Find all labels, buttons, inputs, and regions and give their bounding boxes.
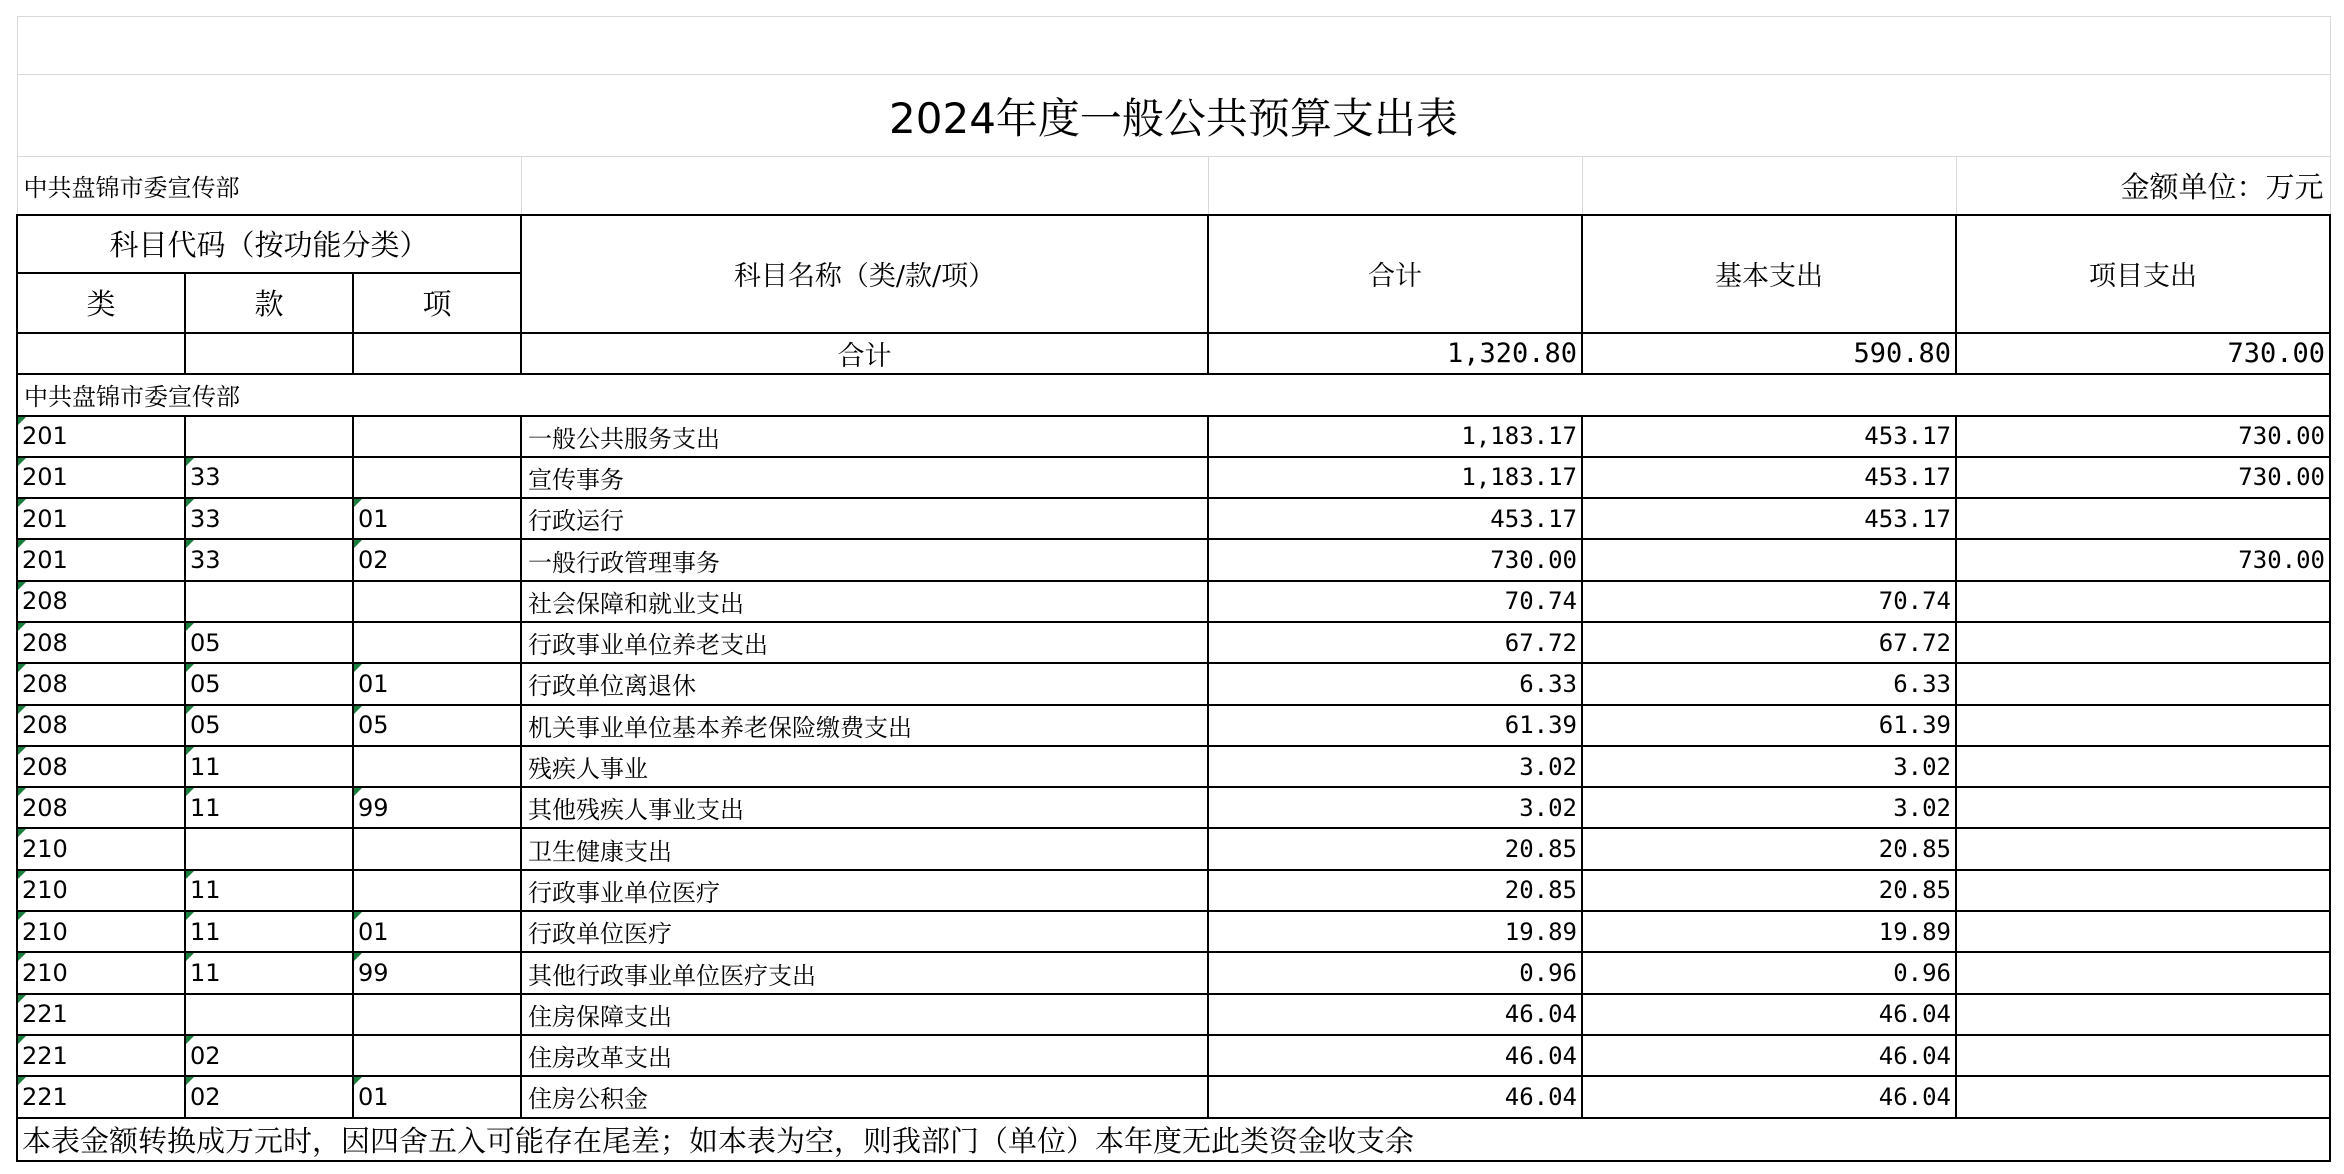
- amount-basic: 0.96: [1582, 952, 1956, 993]
- blank-row: [17, 17, 2330, 75]
- amount-total: 0.96: [1208, 952, 1582, 993]
- subject-name: 机关事业单位基本养老保险缴费支出: [521, 705, 1208, 746]
- table-row: [17, 498, 2330, 539]
- code-kuan: 02: [185, 1076, 353, 1117]
- table-row: [17, 994, 2330, 1035]
- amount-total: 46.04: [1208, 994, 1582, 1035]
- amount-basic: 46.04: [1582, 1035, 1956, 1076]
- total-amount: 1,320.80: [1208, 333, 1582, 374]
- code-xiang: 99: [353, 787, 521, 828]
- info-row: [17, 157, 2330, 215]
- subject-name: 其他残疾人事业支出: [521, 787, 1208, 828]
- code-lei: 208: [17, 581, 185, 622]
- code-xiang: 01: [353, 911, 521, 952]
- amount-total: 20.85: [1208, 828, 1582, 869]
- footnote: 本表金额转换成万元时，因四舍五入可能存在尾差；如本表为空，则我部门（单位）本年度无此类资金收支余: [17, 1118, 2330, 1161]
- code-kuan: [185, 416, 353, 457]
- header-kuan: 款: [185, 273, 353, 333]
- amount-basic: 3.02: [1582, 787, 1956, 828]
- total-row: [17, 333, 2330, 374]
- code-kuan: [185, 581, 353, 622]
- amount-total: 46.04: [1208, 1035, 1582, 1076]
- amount-project: 730.00: [1956, 416, 2330, 457]
- amount-project: [1956, 911, 2330, 952]
- amount-total: 20.85: [1208, 870, 1582, 911]
- code-kuan: 33: [185, 498, 353, 539]
- subject-name: 社会保障和就业支出: [521, 581, 1208, 622]
- code-kuan: [185, 994, 353, 1035]
- header-project: 项目支出: [1956, 215, 2330, 333]
- section-row: [17, 374, 2330, 416]
- subject-name: 行政单位离退休: [521, 663, 1208, 704]
- header-name: 科目名称（类/款/项）: [521, 215, 1208, 333]
- header-total: 合计: [1208, 215, 1582, 333]
- amount-total: 730.00: [1208, 539, 1582, 580]
- subject-name: 住房改革支出: [521, 1035, 1208, 1076]
- amount-basic: 70.74: [1582, 581, 1956, 622]
- subject-name: 一般行政管理事务: [521, 539, 1208, 580]
- code-xiang: [353, 870, 521, 911]
- code-xiang: 01: [353, 663, 521, 704]
- header-lei: 类: [17, 273, 185, 333]
- table-row: [17, 952, 2330, 993]
- table-row: [17, 746, 2330, 787]
- code-xiang: 01: [353, 498, 521, 539]
- header-xiang: 项: [353, 273, 521, 333]
- table-row: [17, 622, 2330, 663]
- code-xiang: [353, 416, 521, 457]
- subject-name: 行政单位医疗: [521, 911, 1208, 952]
- code-lei: 210: [17, 911, 185, 952]
- amount-basic: [1582, 539, 1956, 580]
- code-lei: 221: [17, 994, 185, 1035]
- code-kuan: 11: [185, 952, 353, 993]
- code-lei: 208: [17, 663, 185, 704]
- code-kuan: 11: [185, 787, 353, 828]
- table-row: [17, 416, 2330, 457]
- subject-name: 宣传事务: [521, 457, 1208, 498]
- amount-project: [1956, 622, 2330, 663]
- amount-total: 6.33: [1208, 663, 1582, 704]
- amount-basic: 20.85: [1582, 828, 1956, 869]
- code-kuan: 33: [185, 539, 353, 580]
- amount-total: 453.17: [1208, 498, 1582, 539]
- amount-total: 19.89: [1208, 911, 1582, 952]
- code-xiang: [353, 581, 521, 622]
- code-xiang: [353, 457, 521, 498]
- code-lei: 208: [17, 622, 185, 663]
- amount-total: 3.02: [1208, 787, 1582, 828]
- total-label: 合计: [521, 333, 1208, 374]
- code-xiang: [353, 746, 521, 787]
- footnote-row: [17, 1118, 2330, 1161]
- amount-total: 61.39: [1208, 705, 1582, 746]
- code-lei: 221: [17, 1076, 185, 1117]
- title-row: [17, 75, 2330, 157]
- code-kuan: [185, 828, 353, 869]
- code-xiang: [353, 1035, 521, 1076]
- amount-project: [1956, 581, 2330, 622]
- code-kuan: 05: [185, 622, 353, 663]
- amount-basic: 19.89: [1582, 911, 1956, 952]
- table-row: [17, 581, 2330, 622]
- table-row: [17, 870, 2330, 911]
- amount-project: 730.00: [1956, 457, 2330, 498]
- section-label: 中共盘锦市委宣传部: [17, 374, 2330, 416]
- header-code-group: 科目代码（按功能分类）: [17, 215, 521, 273]
- amount-basic: 453.17: [1582, 416, 1956, 457]
- code-lei: 201: [17, 498, 185, 539]
- table-row: [17, 457, 2330, 498]
- subject-name: 行政事业单位养老支出: [521, 622, 1208, 663]
- amount-basic: 20.85: [1582, 870, 1956, 911]
- code-lei: 210: [17, 952, 185, 993]
- amount-project: 730.00: [1956, 539, 2330, 580]
- header-basic: 基本支出: [1582, 215, 1956, 333]
- table-row: [17, 1035, 2330, 1076]
- code-xiang: 99: [353, 952, 521, 993]
- subject-name: 卫生健康支出: [521, 828, 1208, 869]
- code-kuan: 11: [185, 870, 353, 911]
- code-kuan: 11: [185, 746, 353, 787]
- code-kuan: 02: [185, 1035, 353, 1076]
- header-row-1: [17, 215, 2330, 273]
- amount-project: [1956, 828, 2330, 869]
- code-xiang: [353, 622, 521, 663]
- code-lei: 201: [17, 416, 185, 457]
- amount-project: [1956, 498, 2330, 539]
- budget-table: [16, 16, 2331, 1162]
- total-basic: 590.80: [1582, 333, 1956, 374]
- code-lei: 221: [17, 1035, 185, 1076]
- total-project: 730.00: [1956, 333, 2330, 374]
- code-xiang: 01: [353, 1076, 521, 1117]
- amount-total: 70.74: [1208, 581, 1582, 622]
- department-name: 中共盘锦市委宣传部: [17, 157, 521, 215]
- subject-name: 行政运行: [521, 498, 1208, 539]
- table-row: [17, 828, 2330, 869]
- subject-name: 残疾人事业: [521, 746, 1208, 787]
- code-xiang: [353, 828, 521, 869]
- amount-total: 1,183.17: [1208, 416, 1582, 457]
- code-xiang: 05: [353, 705, 521, 746]
- amount-basic: 3.02: [1582, 746, 1956, 787]
- amount-project: [1956, 1035, 2330, 1076]
- amount-project: [1956, 870, 2330, 911]
- amount-total: 46.04: [1208, 1076, 1582, 1117]
- subject-name: 住房公积金: [521, 1076, 1208, 1117]
- code-lei: 201: [17, 539, 185, 580]
- amount-total: 3.02: [1208, 746, 1582, 787]
- amount-project: [1956, 663, 2330, 704]
- amount-basic: 67.72: [1582, 622, 1956, 663]
- code-lei: 210: [17, 828, 185, 869]
- amount-project: [1956, 994, 2330, 1035]
- page-title: 2024年度一般公共预算支出表: [17, 75, 2330, 157]
- table-row: [17, 911, 2330, 952]
- unit-label: 金额单位：万元: [1956, 157, 2330, 215]
- amount-basic: 61.39: [1582, 705, 1956, 746]
- amount-project: [1956, 787, 2330, 828]
- code-kuan: 05: [185, 705, 353, 746]
- amount-project: [1956, 1076, 2330, 1117]
- amount-basic: 6.33: [1582, 663, 1956, 704]
- subject-name: 其他行政事业单位医疗支出: [521, 952, 1208, 993]
- amount-total: 1,183.17: [1208, 457, 1582, 498]
- amount-project: [1956, 705, 2330, 746]
- amount-basic: 46.04: [1582, 994, 1956, 1035]
- amount-project: [1956, 952, 2330, 993]
- code-lei: 208: [17, 787, 185, 828]
- code-xiang: [353, 994, 521, 1035]
- table-row: [17, 1076, 2330, 1117]
- code-kuan: 33: [185, 457, 353, 498]
- code-lei: 210: [17, 870, 185, 911]
- amount-basic: 46.04: [1582, 1076, 1956, 1117]
- code-lei: 208: [17, 746, 185, 787]
- subject-name: 行政事业单位医疗: [521, 870, 1208, 911]
- code-lei: 208: [17, 705, 185, 746]
- table-row: [17, 539, 2330, 580]
- amount-basic: 453.17: [1582, 457, 1956, 498]
- code-xiang: 02: [353, 539, 521, 580]
- table-row: [17, 663, 2330, 704]
- code-kuan: 05: [185, 663, 353, 704]
- table-row: [17, 705, 2330, 746]
- amount-project: [1956, 746, 2330, 787]
- subject-name: 一般公共服务支出: [521, 416, 1208, 457]
- code-lei: 201: [17, 457, 185, 498]
- amount-basic: 453.17: [1582, 498, 1956, 539]
- amount-total: 67.72: [1208, 622, 1582, 663]
- subject-name: 住房保障支出: [521, 994, 1208, 1035]
- code-kuan: 11: [185, 911, 353, 952]
- table-row: [17, 787, 2330, 828]
